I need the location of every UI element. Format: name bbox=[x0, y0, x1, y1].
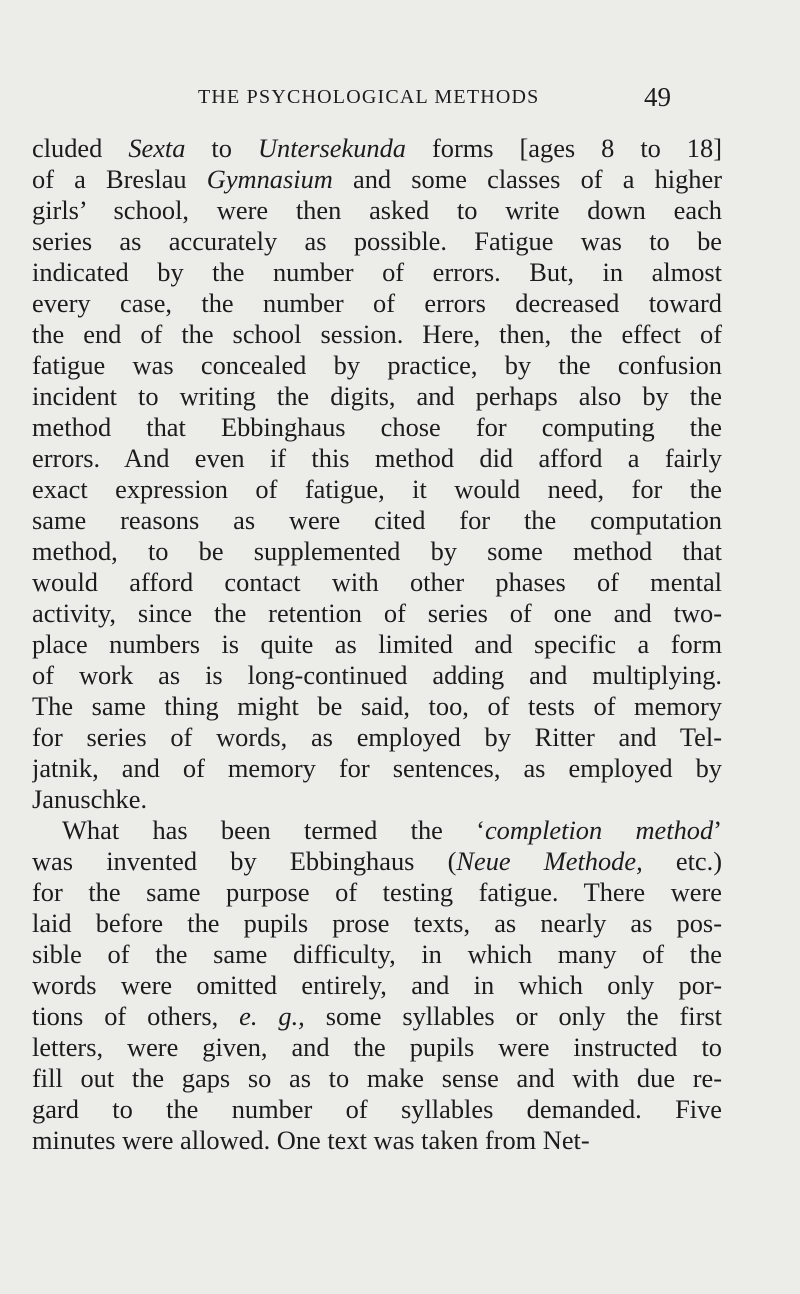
text-line bbox=[32, 908, 722, 939]
text-run: The same thing might be said, too, of tests of memory bbox=[32, 691, 722, 721]
text-run: and some classes of a higher bbox=[332, 164, 722, 194]
text-run: of a Breslau bbox=[32, 164, 207, 194]
text-line bbox=[32, 939, 722, 970]
text-line bbox=[32, 443, 722, 474]
text-line bbox=[32, 505, 722, 536]
text-line bbox=[32, 319, 722, 350]
text-line bbox=[32, 1063, 722, 1094]
italic-text: completion method bbox=[484, 815, 714, 845]
text-line bbox=[32, 1032, 722, 1063]
text-run: errors. And even if this method did afford a fairly bbox=[32, 443, 722, 473]
text-line bbox=[32, 598, 722, 629]
text-run: method that Ebbinghaus chose for computing the bbox=[32, 412, 722, 442]
text-run: ’ bbox=[713, 815, 722, 845]
text-line bbox=[32, 412, 722, 443]
text-run: series as accurately as possible. Fatigue was to be bbox=[32, 226, 722, 256]
italic-text: Untersekunda bbox=[257, 133, 406, 163]
text-line bbox=[32, 660, 722, 691]
text-line bbox=[32, 133, 722, 164]
running-head: THE PSYCHOLOGICAL METHODS bbox=[198, 86, 540, 108]
page-number: 49 bbox=[644, 82, 671, 112]
text-line bbox=[32, 691, 722, 722]
text-run: girls’ school, were then asked to write down each bbox=[32, 195, 722, 225]
text-run: What has been termed the ‘ bbox=[62, 815, 485, 845]
text-run: was invented by Ebbinghaus ( bbox=[32, 846, 457, 876]
text-run: for the same purpose of testing fatigue. There were bbox=[32, 877, 722, 907]
text-run: minutes were allowed. One text was taken from Net- bbox=[32, 1125, 590, 1155]
text-line bbox=[32, 164, 722, 195]
italic-text: Neue Methode, bbox=[456, 846, 643, 876]
text-line bbox=[32, 1094, 722, 1125]
text-run: letters, were given, and the pupils were instructed to bbox=[32, 1032, 722, 1062]
text-run: for series of words, as employed by Ritter and Tel- bbox=[32, 722, 722, 752]
text-run: fill out the gaps so as to make sense and with due re- bbox=[32, 1063, 722, 1093]
text-run: exact expression of fatigue, it would need, for the bbox=[32, 474, 722, 504]
italic-text: Sexta bbox=[128, 133, 186, 163]
text-run: words were omitted entirely, and in which only por- bbox=[32, 970, 722, 1000]
text-run: cluded bbox=[32, 133, 129, 163]
text-run: of work as is long-continued adding and multiplying. bbox=[32, 660, 722, 690]
text-line bbox=[32, 815, 722, 846]
text-run: place numbers is quite as limited and specific a form bbox=[32, 629, 722, 659]
text-run: activity, since the retention of series of one and two- bbox=[32, 598, 722, 628]
text-run: the end of the school session. Here, then, the effect of bbox=[32, 319, 722, 349]
text-line bbox=[32, 567, 722, 598]
text-run: incident to writing the digits, and perhaps also by the bbox=[32, 381, 722, 411]
paragraph bbox=[32, 815, 722, 1156]
text-run: jatnik, and of memory for sentences, as employed by bbox=[32, 753, 722, 783]
text-line bbox=[32, 288, 722, 319]
text-run: Januschke. bbox=[32, 784, 148, 814]
text-line bbox=[32, 536, 722, 567]
text-run: forms [ages 8 to 18] bbox=[406, 133, 722, 163]
body-text bbox=[32, 133, 722, 1156]
text-run: would afford contact with other phases of mental bbox=[32, 567, 722, 597]
text-line bbox=[32, 350, 722, 381]
text-line bbox=[32, 877, 722, 908]
text-run: sible of the same difficulty, in which many of the bbox=[32, 939, 722, 969]
text-line bbox=[32, 195, 722, 226]
italic-text: Gymnasium bbox=[206, 164, 333, 194]
text-run: etc.) bbox=[642, 846, 722, 876]
text-run: laid before the pupils prose texts, as nearly as pos- bbox=[32, 908, 722, 938]
text-run: some syllables or only the first bbox=[304, 1001, 722, 1031]
text-line bbox=[32, 970, 722, 1001]
text-run: fatigue was concealed by practice, by the confusion bbox=[32, 350, 722, 380]
italic-text: e. g., bbox=[239, 1001, 305, 1031]
text-run: method, to be supplemented by some method that bbox=[32, 536, 722, 566]
text-line bbox=[32, 629, 722, 660]
text-line bbox=[32, 722, 722, 753]
text-line bbox=[32, 784, 722, 815]
text-line bbox=[32, 753, 722, 784]
text-run: tions of others, bbox=[32, 1001, 240, 1031]
text-line bbox=[32, 1001, 722, 1032]
text-run: every case, the number of errors decreased toward bbox=[32, 288, 722, 318]
text-line bbox=[32, 1125, 722, 1156]
text-run: same reasons as were cited for the computation bbox=[32, 505, 722, 535]
text-run: indicated by the number of errors. But, in almost bbox=[32, 257, 722, 287]
text-run: to bbox=[185, 133, 258, 163]
paragraph bbox=[32, 133, 722, 815]
text-run: gard to the number of syllables demanded. Five bbox=[32, 1094, 722, 1124]
text-line bbox=[32, 381, 722, 412]
text-line bbox=[32, 226, 722, 257]
text-line bbox=[32, 846, 722, 877]
text-line bbox=[32, 474, 722, 505]
text-line bbox=[32, 257, 722, 288]
